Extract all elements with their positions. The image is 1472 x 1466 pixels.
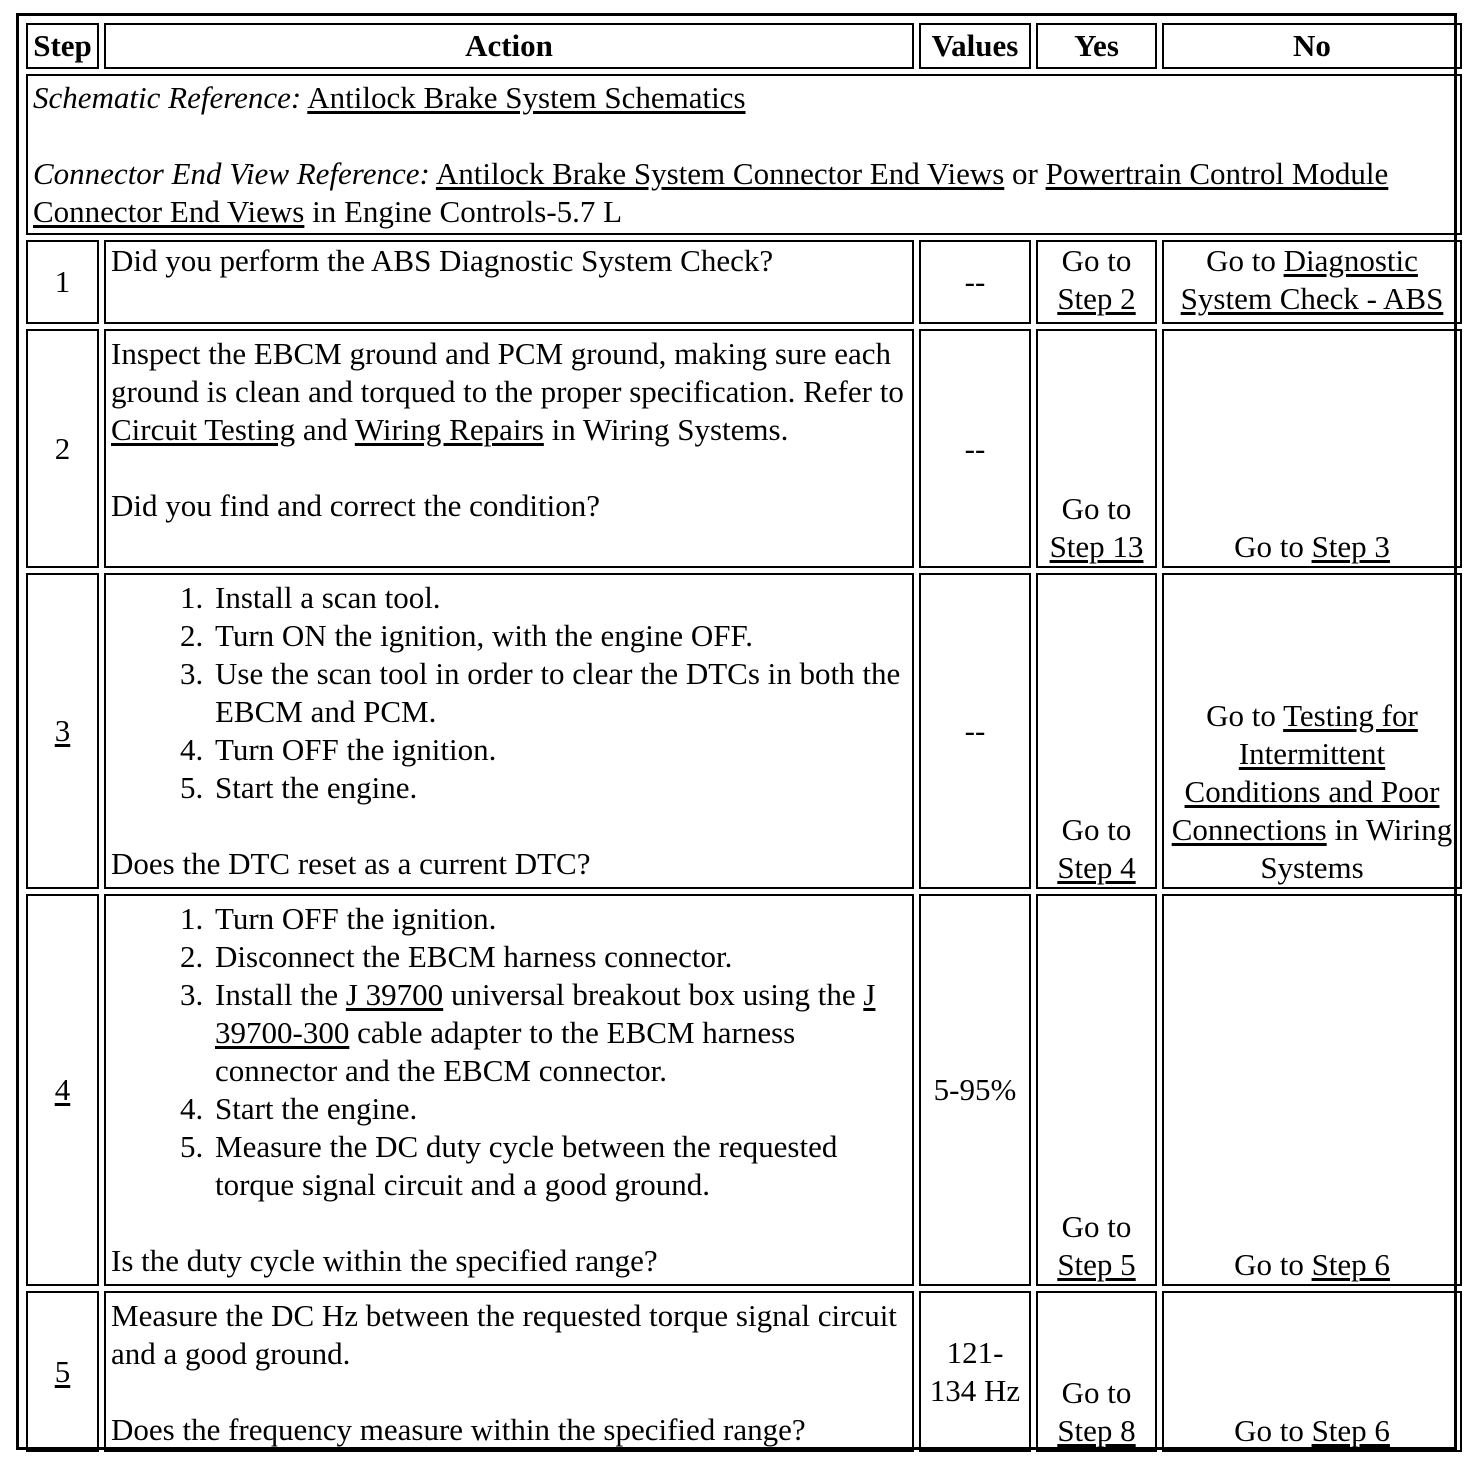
j39700-300-link[interactable]: J 39700-300 (215, 977, 876, 1050)
yes-prefix: Go to (1061, 243, 1132, 278)
step-number: 1 (26, 240, 99, 324)
yes-link[interactable]: Step 8 (1057, 1413, 1136, 1448)
values-cell: 121-134 Hz (919, 1291, 1031, 1452)
yes-cell (1036, 1291, 1157, 1452)
action-text: Inspect the EBCM ground and PCM ground, making sure each ground is clean and torqued to the proper specification. Refer to (111, 336, 904, 409)
header-no: No (1162, 23, 1462, 69)
action-question: Does the DTC reset as a current DTC? (111, 846, 591, 881)
wiring-repairs-link[interactable]: Wiring Repairs (354, 412, 544, 447)
action-and: and (302, 412, 348, 447)
action-cell (104, 573, 914, 889)
yes-link[interactable]: Step 4 (1057, 850, 1136, 885)
list-item: 5. Start the engine. (211, 769, 907, 807)
yes-cell (1036, 894, 1157, 1286)
table-row-step-3 (26, 573, 1462, 889)
no-cell (1162, 894, 1462, 1286)
list-item-text: universal breakout box using the (450, 977, 856, 1012)
schematic-reference-link[interactable]: Antilock Brake System Schematics (307, 80, 746, 115)
action-cell (104, 329, 914, 568)
circuit-testing-link[interactable]: Circuit Testing (111, 412, 296, 447)
values-cell: 5-95% (919, 894, 1031, 1286)
action-question: Did you find and correct the condition? (111, 488, 600, 523)
no-prefix: Go to (1234, 1413, 1304, 1448)
step-number-link[interactable]: 4 (54, 1072, 71, 1107)
yes-link[interactable]: Step 5 (1057, 1247, 1136, 1282)
no-prefix: Go to (1234, 529, 1304, 564)
schematic-reference-label: Schematic Reference: (33, 80, 302, 115)
yes-prefix: Go to (1061, 1375, 1132, 1410)
no-cell (1162, 329, 1462, 568)
action-cell (104, 894, 914, 1286)
action-cell (104, 1291, 914, 1452)
list-item: 2. Turn ON the ignition, with the engine OFF. (211, 617, 907, 655)
step-number-cell (26, 1291, 99, 1452)
list-item: 2. Disconnect the EBCM harness connector. (211, 938, 907, 976)
no-suffix: in Wiring Systems (1260, 812, 1453, 885)
no-link[interactable]: Step 6 (1311, 1413, 1390, 1448)
action-question: Does the frequency measure within the specified range? (111, 1412, 806, 1447)
connector-reference-link-pcm[interactable]: Powertrain Control Module Connector End Views (33, 156, 1389, 229)
no-cell (1162, 240, 1462, 324)
yes-link[interactable]: Step 2 (1057, 281, 1136, 316)
connector-reference-link-abs[interactable]: Antilock Brake System Connector End Views (435, 156, 1005, 191)
values-cell: -- (919, 329, 1031, 568)
no-cell (1162, 573, 1462, 889)
diagnostic-table-frame (16, 13, 1457, 1450)
no-cell (1162, 1291, 1462, 1452)
table-row-step-2 (26, 329, 1462, 568)
yes-link[interactable]: Step 13 (1049, 529, 1144, 564)
connector-reference-suffix: in Engine Controls-5.7 L (312, 194, 623, 229)
step-number: 2 (26, 329, 99, 568)
list-item (211, 976, 907, 1090)
connector-reference-label: Connector End View Reference: (33, 156, 430, 191)
action-text-suffix: in Wiring Systems. (551, 412, 789, 447)
header-values: Values (919, 23, 1031, 69)
reference-cell (26, 74, 1462, 235)
list-item: 3. Use the scan tool in order to clear the DTCs in both the EBCM and PCM. (211, 655, 907, 731)
action-cell: Did you perform the ABS Diagnostic System Check? (104, 240, 914, 324)
reference-row (26, 74, 1462, 235)
no-link[interactable]: Diagnostic System Check - ABS (1180, 243, 1444, 316)
yes-prefix: Go to (1061, 812, 1132, 847)
action-question: Is the duty cycle within the specified range? (111, 1243, 658, 1278)
step-number-link[interactable]: 5 (54, 1353, 71, 1389)
header-yes: Yes (1036, 23, 1157, 69)
yes-cell (1036, 329, 1157, 568)
step-number-cell (26, 573, 99, 889)
table-row-step-5 (26, 1291, 1462, 1452)
list-item: 4. Start the engine. (211, 1090, 907, 1128)
header-action: Action (104, 23, 914, 69)
values-cell: -- (919, 240, 1031, 324)
list-item: 5. Measure the DC duty cycle between the requested torque signal circuit and a good ground. (211, 1128, 907, 1204)
table-header-row (26, 23, 1462, 69)
no-prefix: Go to (1234, 1247, 1304, 1282)
step-number-link[interactable]: 3 (54, 713, 71, 748)
table-row-step-1 (26, 240, 1462, 324)
yes-cell (1036, 240, 1157, 324)
yes-prefix: Go to (1061, 491, 1132, 526)
action-text: Measure the DC Hz between the requested torque signal circuit and a good ground. (111, 1298, 897, 1371)
connector-reference-or: or (1012, 156, 1038, 191)
no-link[interactable]: Testing for Intermittent Conditions and Poor Connections (1171, 698, 1440, 847)
yes-prefix: Go to (1061, 1209, 1132, 1244)
action-list (111, 900, 907, 1204)
j39700-link[interactable]: J 39700 (345, 977, 444, 1012)
list-item-text: cable adapter to the EBCM harness connector and the EBCM connector. (215, 1015, 796, 1088)
no-link[interactable]: Step 6 (1311, 1247, 1390, 1282)
header-step: Step (26, 23, 99, 69)
diagnostic-table (21, 18, 1467, 1457)
list-item: 1. Install a scan tool. (211, 579, 907, 617)
list-item: 4. Turn OFF the ignition. (211, 731, 907, 769)
no-link[interactable]: Step 3 (1311, 529, 1390, 564)
no-prefix: Go to (1206, 698, 1276, 733)
table-row-step-4 (26, 894, 1462, 1286)
values-cell: -- (919, 573, 1031, 889)
list-item: 1. Turn OFF the ignition. (211, 900, 907, 938)
yes-cell (1036, 573, 1157, 889)
no-prefix: Go to (1206, 243, 1276, 278)
step-number-cell (26, 894, 99, 1286)
list-item-text: Install the (215, 977, 339, 1012)
action-list (111, 579, 907, 807)
